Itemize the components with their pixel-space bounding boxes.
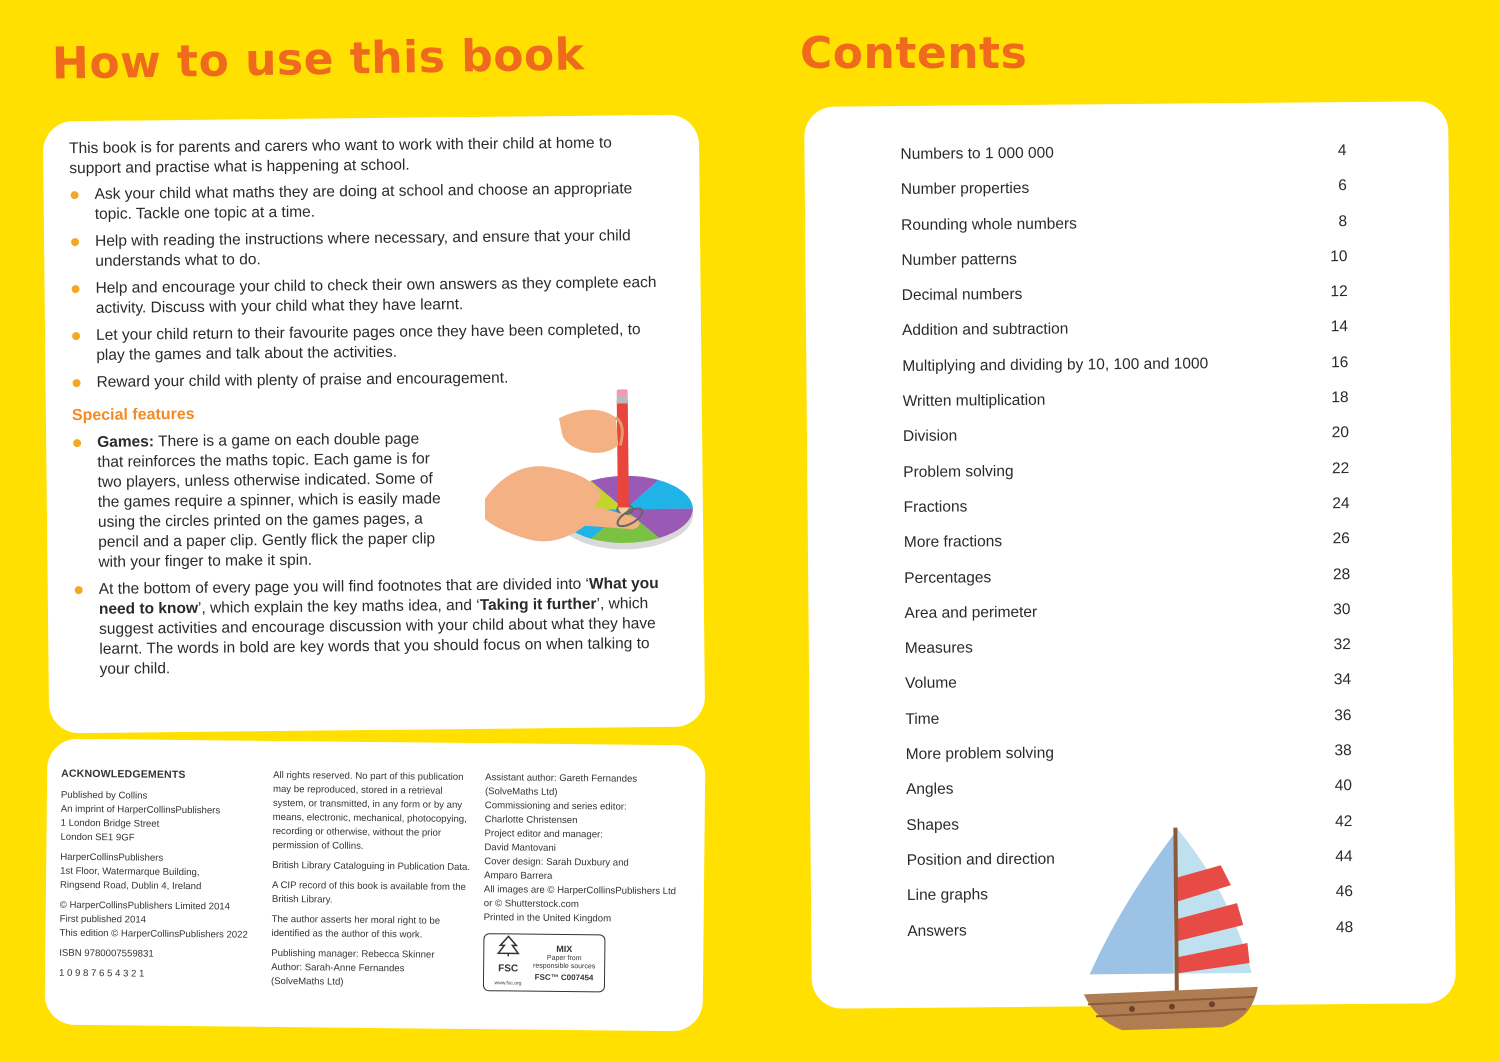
contents-row <box>903 424 1349 463</box>
contents-row <box>904 530 1350 569</box>
bullet-icon <box>72 332 80 340</box>
contents-page-number: 18 <box>1331 389 1349 407</box>
contents-page-number: 4 <box>1337 142 1347 160</box>
contents-panel <box>804 101 1456 1009</box>
acknowledgements-column-2 <box>271 769 473 997</box>
contents-item-label: Measures <box>904 639 973 658</box>
contents-row <box>902 283 1348 322</box>
contents-row <box>902 319 1348 358</box>
contents-page-number: 16 <box>1331 353 1349 372</box>
fsc-logo-icon: FSC www.fsc.org <box>488 935 529 990</box>
fsc-text: MIX Paper from responsible sources FSC™ C007454 <box>532 943 596 982</box>
tip-item: Ask your child what maths they are doing at school and choose an appropriate topic. Tackle one topic at a time. <box>69 179 659 225</box>
bullet-icon <box>72 285 80 293</box>
contents-page-number: 44 <box>1335 848 1353 866</box>
cip-record: A CIP record of this book is available from the British Library. <box>271 879 466 906</box>
bullet-icon <box>71 238 79 246</box>
contents-row <box>906 742 1352 781</box>
intro-paragraph: This book is for parents and carers who want to work with their child at home to support and practise what is happening at school. <box>69 134 612 178</box>
contents-page-number: 36 <box>1334 706 1352 724</box>
contents-page-number: 14 <box>1330 318 1349 336</box>
contents-item-label: Time <box>905 710 940 728</box>
what-you-need-to-know-term: What you need to know <box>98 575 659 618</box>
credits-author: Publishing manager: Rebecca Skinner Author: Sarah-Anne Fernandes (SolveMaths Ltd) <box>270 947 435 988</box>
contents-row <box>901 213 1347 252</box>
acknowledgements-column-3 <box>483 771 695 993</box>
acknowledgements-panel <box>45 739 706 1032</box>
acknowledgements-heading: ACKNOWLEDGEMENTS <box>61 767 186 782</box>
games-text: There is a game on each double page that reinforces the maths topic. Each game is for two players, unless otherwise indicated. Some of the games require a spinner, which is easily made using the circles printed on the games pages, a pencil and a paper clip. Gently flick the paper clip with your finger to make it spin. <box>97 430 441 571</box>
spinner-illustration <box>484 387 706 569</box>
contents-item-label: Number patterns <box>901 250 1017 269</box>
cataloguing-info: British Library Cataloguing in Publication Data. <box>272 859 471 873</box>
contents-page-number: 20 <box>1331 424 1350 442</box>
isbn: ISBN 9780007559831 <box>59 947 154 960</box>
publisher-info: Published by Collins An imprint of HarperCollinsPublishers 1 London Bridge Street London SE1 9GF <box>60 789 221 844</box>
contents-item-label: Angles <box>905 780 954 799</box>
contents-item-label: Numbers to 1 000 000 <box>900 144 1054 163</box>
contents-page-number: 48 <box>1335 918 1354 936</box>
contents-page-number: 26 <box>1332 530 1350 548</box>
contents-item-label: Shapes <box>906 816 959 834</box>
credits-list: Assistant author: Gareth Fernandes (SolveMaths Ltd) Commissioning and series editor: Charlotte Christensen Project editor and manager: David Mantovani Cover design: Sarah Duxbury and Amparo Barrera All images are © HarperCollinsPublishers Ltd or © Shutterstock.com Printed in the United Kingdom <box>483 772 677 925</box>
acknowledgements-column-1 <box>59 767 261 989</box>
games-label: Games: <box>97 433 155 451</box>
contents-item-label: Decimal numbers <box>901 286 1023 305</box>
taking-it-further-term: Taking it further <box>479 595 597 614</box>
contents-item-label: Addition and subtraction <box>901 321 1069 340</box>
copyright-info: © HarperCollinsPublishers Limited 2014 First published 2014 This edition © HarperCollinsPublishers 2022 <box>59 899 248 941</box>
tip-item: Help with reading the instructions where necessary, and ensure that your child understands what to do. <box>70 226 660 272</box>
contents-row <box>906 777 1352 816</box>
tree-icon <box>494 935 522 957</box>
contents-row <box>905 707 1351 746</box>
contents-item-label: Position and direction <box>906 850 1055 869</box>
contents-page-number: 32 <box>1333 636 1351 654</box>
contents-item-label: Line graphs <box>906 886 989 905</box>
contents-row <box>903 389 1349 428</box>
contents-row <box>901 248 1347 287</box>
contents-item-label: More fractions <box>903 533 1003 552</box>
contents-page-number: 34 <box>1333 671 1352 689</box>
contents-page-number: 24 <box>1332 495 1350 513</box>
contents-page-number: 22 <box>1331 459 1350 477</box>
games-feature-item <box>72 429 443 573</box>
contents-item-label: Problem solving <box>903 462 1014 481</box>
contents-item-label: Fractions <box>903 498 968 516</box>
contents-title: Contents <box>800 28 1028 79</box>
fsc-certification-box <box>483 933 606 992</box>
contents-row <box>904 601 1350 640</box>
contents-item-label: Percentages <box>904 568 992 587</box>
contents-page-number: 6 <box>1338 177 1347 195</box>
contents-item-label: Volume <box>905 674 957 693</box>
how-to-use-title: How to use this book <box>51 29 585 90</box>
rights-statement: All rights reserved. No part of this publication may be reproduced, stored in a retrieval system, or transmitted, in any form or by any means, electronic, mechanical, photocopying, recording or otherwise, without the prior permission of Collins. <box>272 769 467 852</box>
contents-item-label: Written multiplication <box>902 391 1046 411</box>
tip-item: Reward your child with plenty of praise and encouragement. <box>71 367 661 393</box>
contents-item-label: Division <box>902 427 958 446</box>
contents-page-number: 42 <box>1335 812 1353 830</box>
contents-row <box>905 636 1351 675</box>
contents-row <box>904 566 1350 605</box>
contents-item-label: Rounding whole numbers <box>901 215 1077 234</box>
bullet-icon <box>71 191 79 199</box>
tip-item: Help and encourage your child to check their own answers as they complete each activity. Discuss with your child what they have learnt. <box>70 273 660 319</box>
contents-page-number: 30 <box>1333 600 1351 619</box>
contents-page-number: 28 <box>1332 565 1351 583</box>
contents-page-number: 46 <box>1335 883 1354 901</box>
contents-item-label: Multiplying and dividing by 10, 100 and 1000 <box>902 355 1209 375</box>
contents-row <box>905 672 1351 711</box>
tips-list <box>69 179 661 393</box>
contents-item-label: Answers <box>907 921 967 940</box>
contents-row <box>904 495 1350 534</box>
bullet-icon <box>75 586 83 594</box>
contents-item-label: Area and perimeter <box>904 603 1038 622</box>
bullet-icon <box>73 379 81 387</box>
footnotes-feature-item: At the bottom of every page you will find footnotes that are divided into ‘What you need to know’, which explain the key maths idea, and ‘Taking it further’, which suggest activities and encourage discussion with your child about what they have learnt. The words in bold are key words that you should focus on when talking to your child. <box>74 574 665 680</box>
dublin-address: HarperCollinsPublishers 1st Floor, Watermarque Building, Ringsend Road, Dublin 4, Ireland <box>59 851 202 893</box>
contents-item-label: More problem solving <box>905 744 1054 764</box>
contents-row <box>903 460 1349 499</box>
how-to-use-panel <box>43 115 705 734</box>
contents-page-number: 10 <box>1330 247 1348 266</box>
sailboat-illustration <box>1080 823 1262 1035</box>
contents-item-label: Number properties <box>900 180 1030 199</box>
contents-page-number: 12 <box>1330 283 1348 301</box>
moral-right: The author asserts her moral right to be identified as the author of this work. <box>271 913 441 941</box>
special-features-heading: Special features <box>71 405 195 425</box>
print-line: 1 0 9 8 7 6 5 4 3 2 1 <box>59 967 145 980</box>
bullet-icon <box>73 439 81 447</box>
contents-page-number: 38 <box>1334 742 1352 760</box>
contents-page-number: 40 <box>1334 777 1353 795</box>
contents-page-number: 8 <box>1338 212 1348 230</box>
tip-item: Let your child return to their favourite pages once they have been completed, to play the games and talk about the activities. <box>71 320 661 366</box>
contents-row <box>902 354 1348 393</box>
contents-row <box>900 142 1346 181</box>
contents-row <box>901 177 1347 216</box>
